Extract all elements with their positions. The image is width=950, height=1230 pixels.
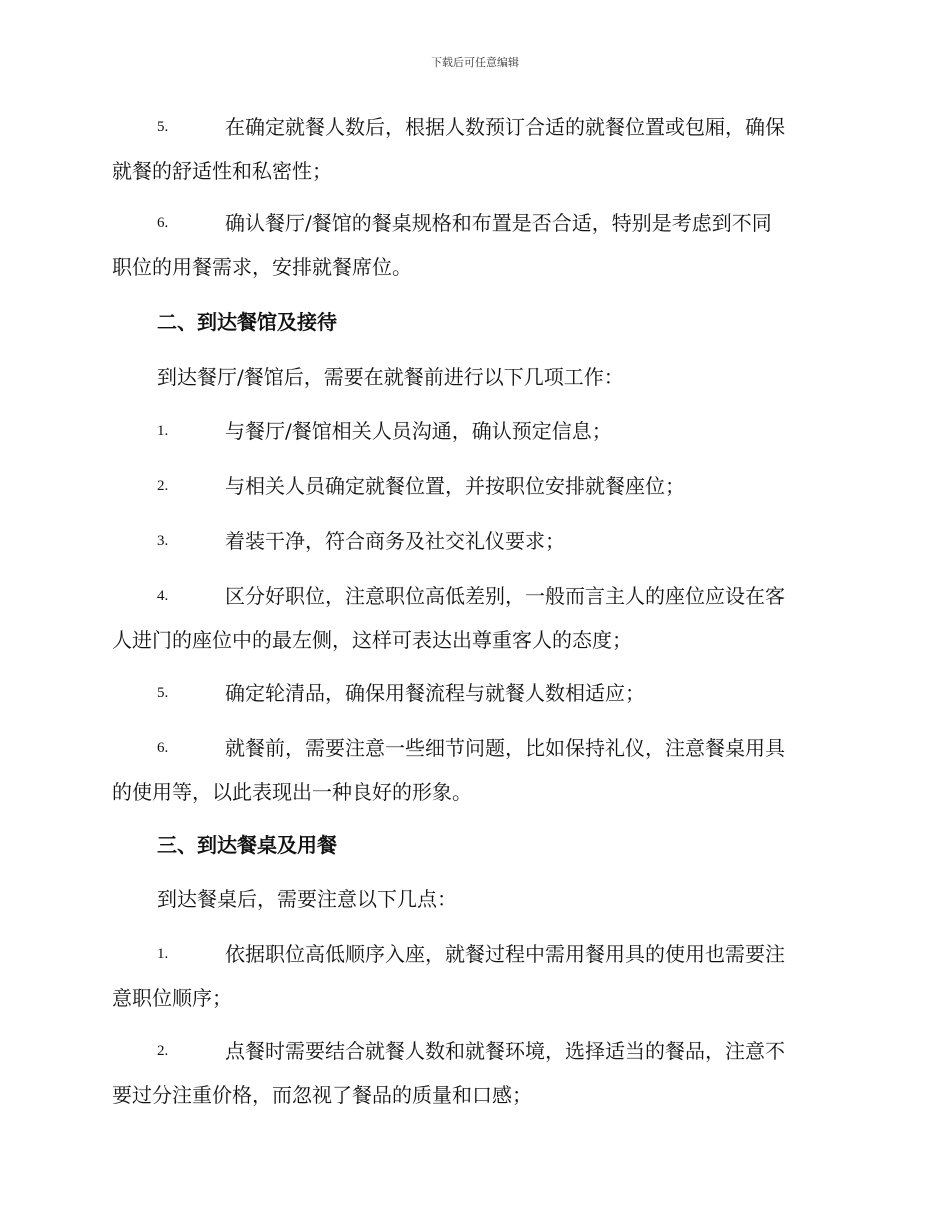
- item-text-line: 区分好职位，注意职位高低差别，一般而言主人的座位应设在客: [225, 584, 785, 608]
- section-intro: 到达餐厅/餐馆后，需要在就餐前进行以下几项工作：: [157, 365, 624, 389]
- item-number: 5.: [157, 685, 169, 701]
- item-number: 2.: [157, 1043, 169, 1059]
- item-number: 1.: [157, 946, 169, 962]
- item-text-line: 就餐的舒适性和私密性；: [112, 159, 332, 183]
- item-number: 6.: [157, 740, 169, 756]
- item-text-line: 着装干净，符合商务及社交礼仪要求；: [225, 529, 565, 553]
- item-text-line: 确认餐厅/餐馆的餐桌规格和布置是否合适，特别是考虑到不同: [225, 211, 772, 235]
- item-text-line: 人进门的座位中的最左侧，这样可表达出尊重客人的态度；: [112, 628, 632, 652]
- item-number: 6.: [157, 215, 169, 231]
- item-text-line: 就餐前，需要注意一些细节问题，比如保持礼仪，注意餐桌用具: [225, 736, 785, 760]
- item-text-line: 在确定就餐人数后，根据人数预订合适的就餐位置或包厢，确保: [225, 115, 785, 139]
- item-text-line: 点餐时需要结合就餐人数和就餐环境，选择适当的餐品，注意不: [225, 1039, 785, 1063]
- item-text-line: 依据职位高低顺序入座，就餐过程中需用餐用具的使用也需要注: [225, 942, 785, 966]
- item-number: 2.: [157, 478, 169, 494]
- item-text-line: 职位的用餐需求，安排就餐席位。: [112, 255, 412, 279]
- page-header: 下载后可任意编辑: [431, 56, 519, 69]
- item-text-line: 要过分注重价格，而忽视了餐品的质量和口感；: [112, 1083, 532, 1107]
- item-number: 1.: [157, 423, 169, 439]
- item-number: 3.: [157, 533, 169, 549]
- section-intro: 到达餐桌后，需要注意以下几点：: [157, 887, 457, 911]
- item-number: 5.: [157, 119, 169, 135]
- section-heading: 三、到达餐桌及用餐: [157, 833, 337, 857]
- item-text-line: 与相关人员确定就餐位置，并按职位安排就餐座位；: [225, 474, 685, 498]
- section-heading: 二、到达餐馆及接待: [157, 310, 337, 334]
- item-number: 4.: [157, 588, 169, 604]
- item-text-line: 意职位顺序；: [112, 986, 232, 1010]
- item-text-line: 的使用等，以此表现出一种良好的形象。: [112, 780, 472, 804]
- item-text-line: 与餐厅/餐馆相关人员沟通，确认预定信息；: [225, 419, 612, 443]
- item-text-line: 确定轮清品，确保用餐流程与就餐人数相适应；: [225, 681, 645, 705]
